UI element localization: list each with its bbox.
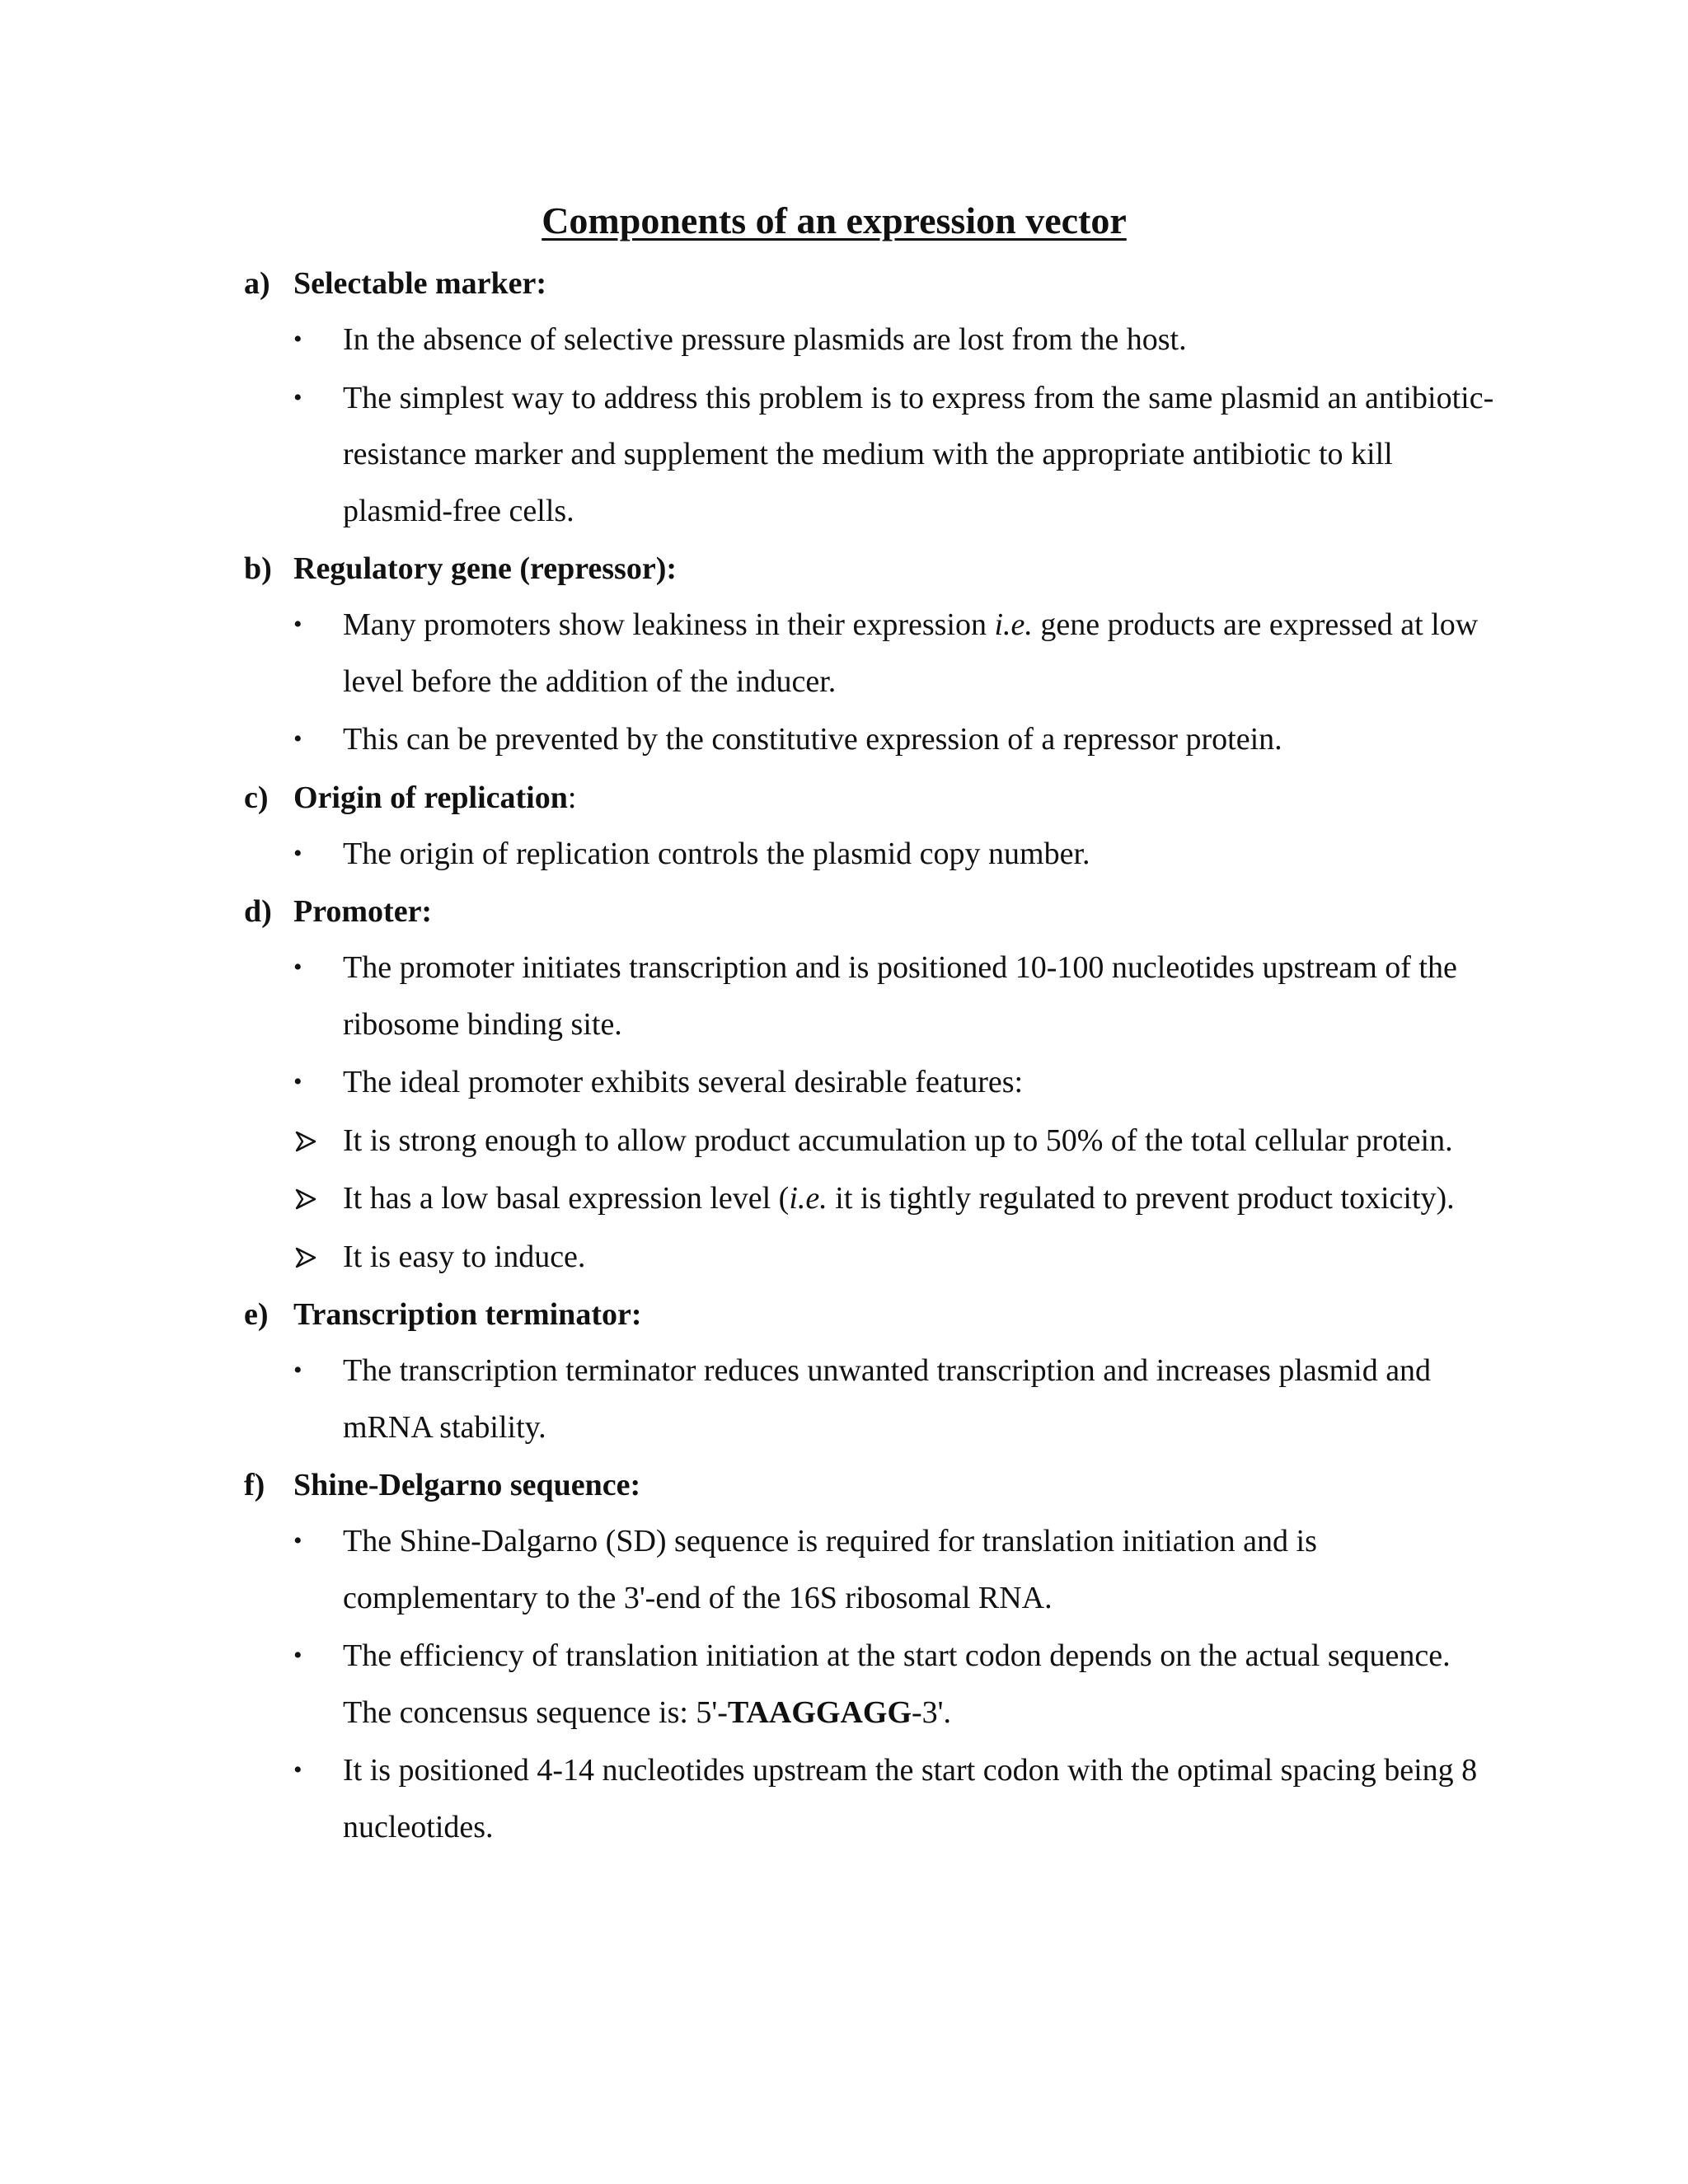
section-letter: f): [244, 1468, 265, 1502]
section-heading-transcription-terminator: [244, 1286, 1497, 1343]
list-item: • The simplest way to address this problem is to express from the same plasmid an antibiotic-resistance marker and supplement the medium with the appropriate antibiotic to kill plasmid-free cells.: [244, 370, 1497, 540]
section-heading-selectable-marker: [244, 255, 1497, 312]
list-item: • The Shine-Dalgarno (SD) sequence is required for translation initiation and is complementary to the 3'-end of the 16S ribosomal RNA.: [244, 1513, 1497, 1626]
bullet-icon: •: [293, 383, 302, 411]
list-item: • The origin of replication controls the plasmid copy number.: [244, 826, 1497, 883]
section-title: Transcription terminator:: [293, 1297, 642, 1332]
list-item: • The ideal promoter exhibits several desirable features:: [244, 1054, 1497, 1111]
section-title: Promoter:: [293, 894, 433, 929]
list-item: It is strong enough to allow product accumulation up to 50% of the total cellular protein.: [244, 1113, 1497, 1169]
section-heading-shine-delgarno: [244, 1457, 1497, 1513]
section-heading-origin-of-replication: c) Origin of replication:: [244, 770, 1497, 826]
list-item: • It is positioned 4-14 nucleotides upstream the start codon with the optimal spacing being 8 nucleotides.: [244, 1742, 1497, 1855]
section-title: Shine-Delgarno sequence:: [293, 1468, 641, 1502]
bullet-icon: •: [293, 1357, 302, 1384]
bullet-icon: •: [293, 725, 302, 752]
bullet-icon: •: [293, 326, 302, 353]
bullet-icon: •: [293, 1642, 302, 1669]
section-heading-regulatory-gene: [244, 541, 1497, 597]
list-item: • The transcription terminator reduces unwanted transcription and increases plasmid and mRNA stability.: [244, 1343, 1497, 1455]
list-item: It is easy to induce.: [244, 1229, 1497, 1286]
bullet-icon: •: [293, 1756, 302, 1783]
list-item: • The promoter initiates transcription and is positioned 10-100 nucleotides upstream of the ribosome binding site.: [244, 940, 1497, 1052]
section-letter: b): [244, 551, 272, 586]
section-letter: d): [244, 894, 272, 929]
section-letter: e): [244, 1297, 269, 1332]
list-item: • Many promoters show leakiness in their expression i.e. gene products are expressed at low level before the addition of the inducer.: [244, 597, 1497, 710]
page-title: Components of an expression vector: [542, 199, 1127, 241]
bullet-icon: •: [293, 839, 302, 867]
section-letter: a): [244, 266, 270, 301]
list-item: • The efficiency of translation initiation at the start codon depends on the actual sequence. The concensus sequence is: 5'-TAAGGAGG-3'.: [244, 1628, 1497, 1741]
section-title: Selectable marker:: [293, 266, 547, 301]
section-heading-promoter: [244, 883, 1497, 940]
bullet-icon: •: [293, 1068, 302, 1095]
section-letter: c): [244, 780, 269, 815]
list-item: It has a low basal expression level (i.e. it is tightly regulated to prevent product toxicity).: [244, 1170, 1497, 1227]
bullet-icon: •: [293, 1527, 302, 1554]
document-body: [244, 255, 1497, 1857]
list-item: • In the absence of selective pressure plasmids are lost from the host.: [244, 312, 1497, 368]
section-title: Regulatory gene (repressor):: [293, 551, 678, 586]
list-item: • This can be prevented by the constitutive expression of a repressor protein.: [244, 711, 1497, 768]
bullet-icon: •: [293, 954, 302, 981]
section-title: Origin of replication: [293, 780, 568, 815]
bullet-icon: •: [293, 611, 302, 638]
